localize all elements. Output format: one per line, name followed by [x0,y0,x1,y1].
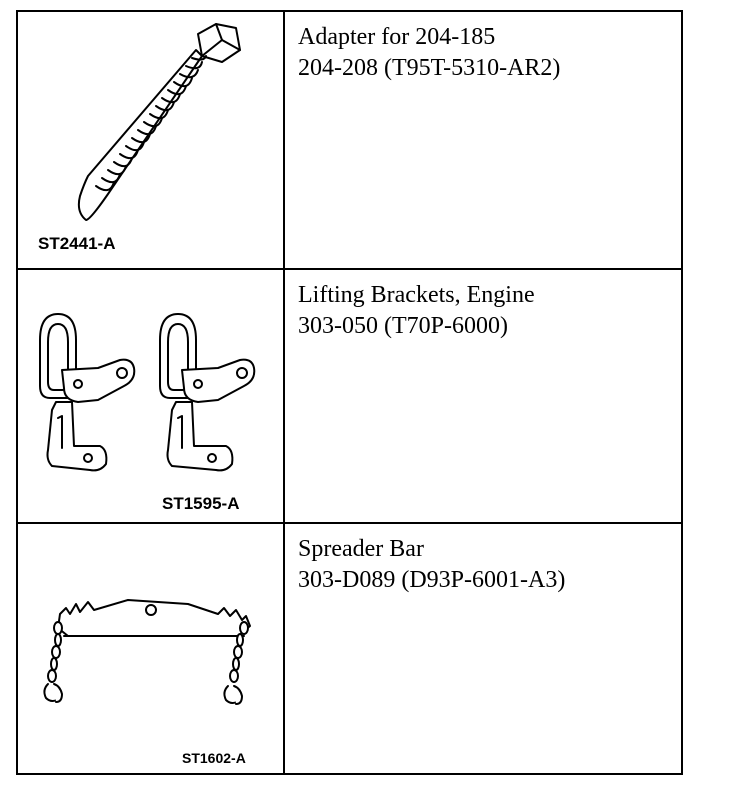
tool-illustration-cell [18,270,285,522]
tool-row-spreader-bar [18,522,681,773]
adapter-bolt-illustration [18,12,283,266]
tool-row-adapter [18,12,681,268]
tool-illustration-cell [18,12,285,268]
spreader-bar-illustration [18,524,283,773]
illustration-code: ST2441-A [38,234,116,253]
tool-description: Lifting Brackets, Engine [298,282,535,308]
special-tools-table [16,10,683,775]
illustration-code: ST1602-A [182,750,246,766]
tool-description-cell [285,270,681,522]
tool-part-number: 303-D089 (D93P-6001-A3) [298,567,566,593]
tool-part-number: 204-208 (T95T-5310-AR2) [298,55,561,81]
illustration-code: ST1595-A [162,494,240,513]
tool-description-cell [285,524,681,773]
tool-description: Spreader Bar [298,536,424,562]
tool-illustration-cell [18,524,285,773]
tool-description: Adapter for 204-185 [298,24,496,50]
tool-description-cell [285,12,681,268]
tool-row-lifting-brackets [18,268,681,522]
tool-part-number: 303-050 (T70P-6000) [298,313,508,339]
lifting-brackets-illustration [18,270,283,522]
